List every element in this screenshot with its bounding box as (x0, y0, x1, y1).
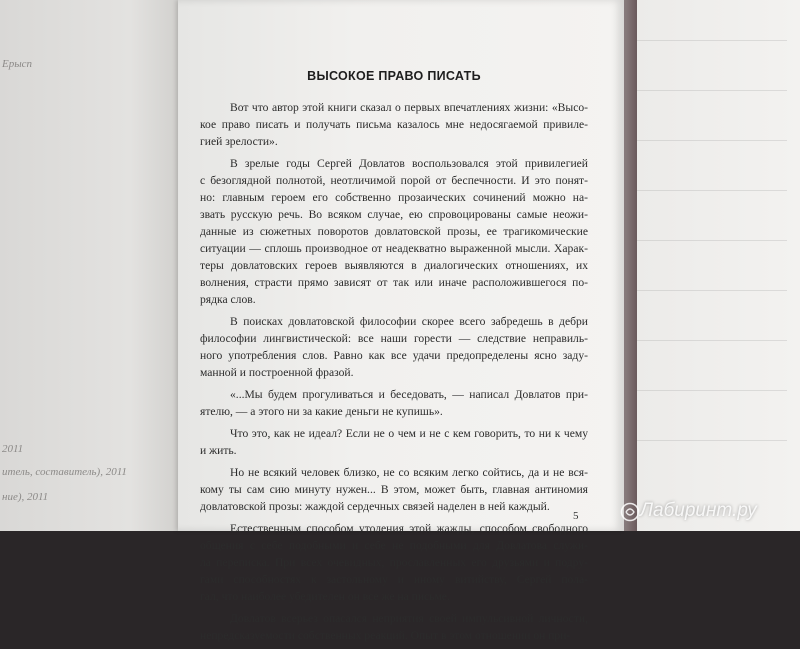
text-line: ного употребления слов. Равно как все удачи предопределены ясно заду- (200, 349, 588, 362)
text-line: и жить. (200, 444, 237, 457)
labirint-logo-icon (620, 502, 640, 522)
page-text-block (200, 68, 588, 649)
text-line: гал, что наиболее убедителен он все же на письме. (200, 590, 450, 603)
text-line: ситуации — сплошь производное от неадекватно выраженной мысли. Харак- (200, 242, 588, 255)
text-line: теры довлатовских героев выявляются в диалогических отношениях, их (200, 259, 588, 272)
text-line: философии лингвистической: все наши горести — следствие неправиль- (200, 332, 588, 345)
paragraph (200, 99, 588, 150)
text-line: Естественным способом утоления этой жажды, способом свободного (230, 522, 588, 535)
paragraph (200, 155, 588, 308)
text-line: кому ты сам сию минуту нужен... В этом, может быть, главная антиномия (200, 483, 588, 496)
left-page (0, 0, 186, 531)
labirint-watermark: Лабиринт.ру (640, 500, 757, 521)
paragraphs (200, 99, 588, 644)
text-line: «...Мы будем прогуливаться и беседовать, — написал Довлатов при- (230, 388, 588, 401)
text-line: рядка слов. (200, 293, 256, 306)
page-number: 5 (573, 510, 579, 522)
paragraph (200, 425, 588, 459)
text-line: гией зрелости». (200, 135, 278, 148)
text-line: кое право писать и получать письма казалось мне недосягаемой привиле- (200, 118, 588, 131)
right-back-page (637, 0, 800, 531)
text-line: Но не всякий человек близко, не со всяким легко сойтись, да и не вся- (230, 466, 588, 479)
text-line: довлатовской прозы: жаждой сердечных связей наделен в ней каждый. (200, 500, 550, 513)
text-line: Довлатов всерьез опасался неприятия своей импульсивной личности, (230, 612, 588, 625)
text-line: общения с себе подобными и себе не подобными для Довлатова служи- (200, 539, 588, 552)
left-page-line-2: итель, составитель), 2011 (2, 466, 127, 478)
text-line: Что это, как не идеал? Если не о чем и не с кем говорить, то ни к чему (230, 427, 588, 440)
text-line: данные из сюжетных поворотов довлатовской прозы, ее трагикомические (200, 225, 588, 238)
text-line: В зрелые годы Сергей Довлатов воспользовался этой привилегией (230, 157, 588, 170)
paragraph (200, 386, 588, 420)
text-line: волнения, страсти прямо зависят от так или иначе расположившегося по- (200, 276, 588, 289)
page-title: ВЫСОКОЕ ПРАВО ПИСАТЬ (307, 69, 481, 83)
left-page-top-word: Ерыcn (2, 58, 33, 70)
text-line: гами способностях к застольному и иному витийству, Сергей пола- (200, 573, 588, 586)
text-line: с безоглядной полнотой, неотличимой порой от беспечности. И это понят- (200, 174, 588, 187)
text-line: ла переписка. При всех очевидных, прославленных его друзьями и подру- (200, 556, 588, 569)
text-line: Вот что автор этой книги сказал о первых впечатлениях жизни: «Высо- (230, 101, 588, 114)
text-line: В поисках довлатовской философии скорее всего забредешь в дебри (230, 315, 588, 328)
text-line: манной и построенной фразой. (200, 366, 354, 379)
paragraph (200, 610, 588, 644)
text-line: ятелю, — а этого ни за какие деньги не купишь». (200, 405, 443, 418)
paragraph (200, 464, 588, 515)
paragraph (200, 313, 588, 381)
text-line: но: главным героем его собственно прозаических сочинений можно на- (200, 191, 588, 204)
text-line: звать русскую речь. Во всяком случае, ею спровоцированы самые неожи- (200, 208, 588, 221)
left-page-year: 2011 (2, 443, 24, 455)
left-page-line-3: ние), 2011 (2, 491, 49, 503)
text-line: непредсказуемости собственных реакций. Опыт в этом отношении он при- (200, 629, 571, 642)
paragraph (200, 520, 588, 605)
